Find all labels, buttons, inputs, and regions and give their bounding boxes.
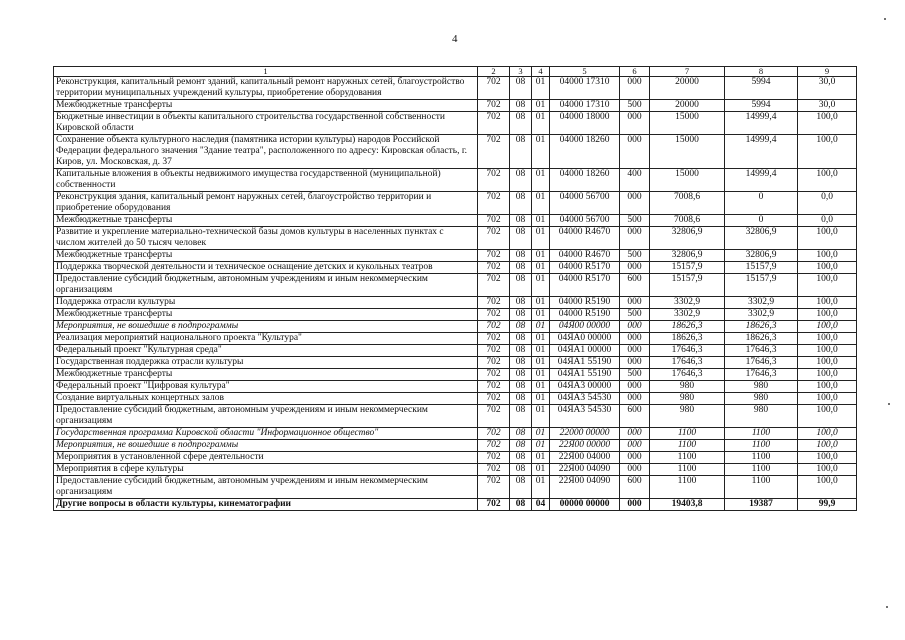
- expense-type-cell: 600: [620, 405, 650, 428]
- plan-cell: 20000: [650, 100, 725, 112]
- scan-speck: [884, 18, 886, 20]
- admin-code-cell: 702: [478, 476, 510, 499]
- subsection-cell: 01: [532, 262, 550, 274]
- admin-code-cell: 702: [478, 250, 510, 262]
- percent-cell: 100,0: [798, 135, 857, 169]
- plan-cell: 32806,9: [650, 227, 725, 250]
- admin-code-cell: 702: [478, 274, 510, 297]
- plan-cell: 15157,9: [650, 262, 725, 274]
- column-header: 1: [54, 67, 478, 77]
- plan-cell: 17646,3: [650, 345, 725, 357]
- subsection-cell: 01: [532, 345, 550, 357]
- subsection-cell: 01: [532, 297, 550, 309]
- row-name-cell: Предоставление субсидий бюджетным, автономным учреждениям и иным некоммерческим организациям: [54, 274, 478, 297]
- section-cell: 08: [510, 262, 532, 274]
- percent-cell: 100,0: [798, 112, 857, 135]
- actual-cell: 1100: [725, 476, 798, 499]
- target-article-cell: 04000 18000: [550, 112, 620, 135]
- admin-code-cell: 702: [478, 405, 510, 428]
- subsection-cell: 01: [532, 100, 550, 112]
- row-name-cell: Мероприятия в сфере культуры: [54, 464, 478, 476]
- target-article-cell: 04000 R5190: [550, 309, 620, 321]
- percent-cell: 100,0: [798, 309, 857, 321]
- row-name-cell: Межбюджетные трансферты: [54, 369, 478, 381]
- budget-table: [53, 66, 857, 511]
- plan-cell: 19403,8: [650, 499, 725, 511]
- section-cell: 08: [510, 250, 532, 262]
- table-row: [54, 169, 857, 192]
- target-article-cell: 04000 R5190: [550, 297, 620, 309]
- percent-cell: 100,0: [798, 369, 857, 381]
- admin-code-cell: 702: [478, 345, 510, 357]
- percent-cell: 0,0: [798, 192, 857, 215]
- percent-cell: 100,0: [798, 345, 857, 357]
- table-row: [54, 499, 857, 511]
- actual-cell: 17646,3: [725, 369, 798, 381]
- target-article-cell: 04000 56700: [550, 192, 620, 215]
- plan-cell: 15000: [650, 169, 725, 192]
- admin-code-cell: 702: [478, 192, 510, 215]
- plan-cell: 15000: [650, 112, 725, 135]
- actual-cell: 980: [725, 405, 798, 428]
- plan-cell: 15000: [650, 135, 725, 169]
- target-article-cell: 04ЯА0 00000: [550, 333, 620, 345]
- plan-cell: 980: [650, 393, 725, 405]
- table-row: [54, 321, 857, 333]
- subsection-cell: 01: [532, 192, 550, 215]
- column-header: 2: [478, 67, 510, 77]
- actual-cell: 32806,9: [725, 227, 798, 250]
- subsection-cell: 01: [532, 135, 550, 169]
- section-cell: 08: [510, 369, 532, 381]
- actual-cell: 1100: [725, 464, 798, 476]
- percent-cell: 100,0: [798, 357, 857, 369]
- subsection-cell: 01: [532, 464, 550, 476]
- actual-cell: 980: [725, 381, 798, 393]
- target-article-cell: 04ЯА3 54530: [550, 405, 620, 428]
- section-cell: 08: [510, 393, 532, 405]
- subsection-cell: 01: [532, 333, 550, 345]
- plan-cell: 32806,9: [650, 250, 725, 262]
- actual-cell: 0: [725, 215, 798, 227]
- subsection-cell: 01: [532, 169, 550, 192]
- target-article-cell: 04000 R4670: [550, 250, 620, 262]
- row-name-cell: Межбюджетные трансферты: [54, 100, 478, 112]
- row-name-cell: Развитие и укрепление материально-технической базы домов культуры в населенных пунктах с числом жителей до 50 тысяч человек: [54, 227, 478, 250]
- section-cell: 08: [510, 381, 532, 393]
- percent-cell: 30,0: [798, 77, 857, 100]
- target-article-cell: 04000 18260: [550, 169, 620, 192]
- column-header: 9: [798, 67, 857, 77]
- section-cell: 08: [510, 405, 532, 428]
- target-article-cell: 04000 17310: [550, 77, 620, 100]
- expense-type-cell: 400: [620, 169, 650, 192]
- actual-cell: 15157,9: [725, 262, 798, 274]
- row-name-cell: Мероприятия в установленной сфере деятельности: [54, 452, 478, 464]
- expense-type-cell: 000: [620, 321, 650, 333]
- expense-type-cell: 000: [620, 135, 650, 169]
- admin-code-cell: 702: [478, 112, 510, 135]
- target-article-cell: 04000 56700: [550, 215, 620, 227]
- percent-cell: 100,0: [798, 169, 857, 192]
- row-name-cell: Государственная поддержка отрасли культуры: [54, 357, 478, 369]
- table-row: [54, 345, 857, 357]
- target-article-cell: 22Я00 04000: [550, 452, 620, 464]
- expense-type-cell: 000: [620, 77, 650, 100]
- section-cell: 08: [510, 428, 532, 440]
- subsection-cell: 01: [532, 250, 550, 262]
- target-article-cell: 04000 R5170: [550, 262, 620, 274]
- subsection-cell: 01: [532, 381, 550, 393]
- table-row: [54, 227, 857, 250]
- actual-cell: 980: [725, 393, 798, 405]
- table-row: [54, 77, 857, 100]
- actual-cell: 14999,4: [725, 169, 798, 192]
- row-name-cell: Федеральный проект "Цифровая культура": [54, 381, 478, 393]
- admin-code-cell: 702: [478, 464, 510, 476]
- expense-type-cell: 000: [620, 440, 650, 452]
- percent-cell: 100,0: [798, 321, 857, 333]
- target-article-cell: 04ЯА3 54530: [550, 393, 620, 405]
- actual-cell: 3302,9: [725, 309, 798, 321]
- section-cell: 08: [510, 135, 532, 169]
- admin-code-cell: 702: [478, 100, 510, 112]
- actual-cell: 14999,4: [725, 112, 798, 135]
- percent-cell: 0,0: [798, 215, 857, 227]
- expense-type-cell: 000: [620, 393, 650, 405]
- actual-cell: 1100: [725, 452, 798, 464]
- plan-cell: 18626,3: [650, 333, 725, 345]
- row-name-cell: Другие вопросы в области культуры, кинематографии: [54, 499, 478, 511]
- actual-cell: 18626,3: [725, 321, 798, 333]
- expense-type-cell: 500: [620, 369, 650, 381]
- percent-cell: 100,0: [798, 262, 857, 274]
- actual-cell: 32806,9: [725, 250, 798, 262]
- scan-speck: [886, 606, 888, 608]
- section-cell: 08: [510, 100, 532, 112]
- plan-cell: 1100: [650, 452, 725, 464]
- subsection-cell: 01: [532, 321, 550, 333]
- target-article-cell: 04ЯА3 00000: [550, 381, 620, 393]
- table-row: [54, 452, 857, 464]
- table-row: [54, 274, 857, 297]
- expense-type-cell: 000: [620, 297, 650, 309]
- admin-code-cell: 702: [478, 309, 510, 321]
- expense-type-cell: 000: [620, 499, 650, 511]
- plan-cell: 1100: [650, 428, 725, 440]
- admin-code-cell: 702: [478, 169, 510, 192]
- percent-cell: 30,0: [798, 100, 857, 112]
- percent-cell: 100,0: [798, 381, 857, 393]
- section-cell: 08: [510, 476, 532, 499]
- section-cell: 08: [510, 357, 532, 369]
- target-article-cell: 22Я00 04090: [550, 464, 620, 476]
- actual-cell: 5994: [725, 77, 798, 100]
- row-name-cell: Межбюджетные трансферты: [54, 215, 478, 227]
- actual-cell: 1100: [725, 428, 798, 440]
- column-header: 8: [725, 67, 798, 77]
- table-row: [54, 333, 857, 345]
- table-row: [54, 381, 857, 393]
- table-row: [54, 112, 857, 135]
- row-name-cell: Капитальные вложения в объекты недвижимого имущества государственной (муниципальной) собственности: [54, 169, 478, 192]
- actual-cell: 15157,9: [725, 274, 798, 297]
- table-row: [54, 297, 857, 309]
- section-cell: 08: [510, 112, 532, 135]
- plan-cell: 15157,9: [650, 274, 725, 297]
- target-article-cell: 04000 R4670: [550, 227, 620, 250]
- percent-cell: 100,0: [798, 274, 857, 297]
- plan-cell: 1100: [650, 440, 725, 452]
- section-cell: 08: [510, 321, 532, 333]
- admin-code-cell: 702: [478, 381, 510, 393]
- column-header: 4: [532, 67, 550, 77]
- table-row: [54, 262, 857, 274]
- table-row: [54, 428, 857, 440]
- subsection-cell: 01: [532, 452, 550, 464]
- actual-cell: 14999,4: [725, 135, 798, 169]
- expense-type-cell: 500: [620, 215, 650, 227]
- expense-type-cell: 000: [620, 112, 650, 135]
- expense-type-cell: 000: [620, 192, 650, 215]
- row-name-cell: Сохранение объекта культурного наследия (памятника истории культуры) народов Российской Федерации федерального значения "Здание театра", расположенного по адресу: Кировская область, г. Киров, ул. Московская, д. 37: [54, 135, 478, 169]
- expense-type-cell: 000: [620, 381, 650, 393]
- percent-cell: 100,0: [798, 405, 857, 428]
- row-name-cell: Предоставление субсидий бюджетным, автономным учреждениям и иным некоммерческим организациям: [54, 476, 478, 499]
- section-cell: 08: [510, 215, 532, 227]
- section-cell: 08: [510, 345, 532, 357]
- percent-cell: 100,0: [798, 297, 857, 309]
- row-name-cell: Мероприятия, не вошедшие в подпрограммы: [54, 440, 478, 452]
- subsection-cell: 01: [532, 405, 550, 428]
- actual-cell: 5994: [725, 100, 798, 112]
- row-name-cell: Реконструкция, капитальный ремонт зданий, капитальный ремонт наружных сетей, благоустройство территории муниципальных учреждений культуры, приобретение оборудования: [54, 77, 478, 100]
- admin-code-cell: 702: [478, 357, 510, 369]
- plan-cell: 7008,6: [650, 192, 725, 215]
- actual-cell: 17646,3: [725, 345, 798, 357]
- actual-cell: 18626,3: [725, 333, 798, 345]
- subsection-cell: 01: [532, 274, 550, 297]
- table-row: [54, 100, 857, 112]
- scan-speck: [888, 403, 890, 405]
- column-header: 7: [650, 67, 725, 77]
- target-article-cell: 22Я00 00000: [550, 440, 620, 452]
- target-article-cell: 04ЯА1 55190: [550, 357, 620, 369]
- subsection-cell: 01: [532, 215, 550, 227]
- row-name-cell: Предоставление субсидий бюджетным, автономным учреждениям и иным некоммерческим организациям: [54, 405, 478, 428]
- plan-cell: 7008,6: [650, 215, 725, 227]
- admin-code-cell: 702: [478, 262, 510, 274]
- subsection-cell: 01: [532, 428, 550, 440]
- admin-code-cell: 702: [478, 393, 510, 405]
- table-row: [54, 357, 857, 369]
- expense-type-cell: 000: [620, 227, 650, 250]
- admin-code-cell: 702: [478, 440, 510, 452]
- subsection-cell: 01: [532, 369, 550, 381]
- admin-code-cell: 702: [478, 77, 510, 100]
- row-name-cell: Федеральный проект "Культурная среда": [54, 345, 478, 357]
- admin-code-cell: 702: [478, 297, 510, 309]
- percent-cell: 100,0: [798, 476, 857, 499]
- actual-cell: 3302,9: [725, 297, 798, 309]
- admin-code-cell: 702: [478, 321, 510, 333]
- actual-cell: 17646,3: [725, 357, 798, 369]
- row-name-cell: Государственная программа Кировской области "Информационное общество": [54, 428, 478, 440]
- section-cell: 08: [510, 77, 532, 100]
- target-article-cell: 04000 17310: [550, 100, 620, 112]
- column-header: 5: [550, 67, 620, 77]
- actual-cell: 0: [725, 192, 798, 215]
- section-cell: 08: [510, 169, 532, 192]
- admin-code-cell: 702: [478, 135, 510, 169]
- section-cell: 08: [510, 452, 532, 464]
- expense-type-cell: 500: [620, 309, 650, 321]
- table-row: [54, 464, 857, 476]
- section-cell: 08: [510, 274, 532, 297]
- plan-cell: 17646,3: [650, 369, 725, 381]
- subsection-cell: 01: [532, 476, 550, 499]
- percent-cell: 100,0: [798, 464, 857, 476]
- percent-cell: 100,0: [798, 333, 857, 345]
- expense-type-cell: 000: [620, 262, 650, 274]
- table-row: [54, 309, 857, 321]
- row-name-cell: Поддержка отрасли культуры: [54, 297, 478, 309]
- actual-cell: 1100: [725, 440, 798, 452]
- plan-cell: 1100: [650, 476, 725, 499]
- admin-code-cell: 702: [478, 227, 510, 250]
- row-name-cell: Реконструкция здания, капитальный ремонт наружных сетей, благоустройство территории и приобретение оборудования: [54, 192, 478, 215]
- subsection-cell: 01: [532, 77, 550, 100]
- plan-cell: 17646,3: [650, 357, 725, 369]
- expense-type-cell: 000: [620, 345, 650, 357]
- expense-type-cell: 000: [620, 357, 650, 369]
- table-body: [54, 77, 857, 511]
- row-name-cell: Реализация мероприятий национального проекта "Культура": [54, 333, 478, 345]
- table-row: [54, 476, 857, 499]
- row-name-cell: Поддержка творческой деятельности и техническое оснащение детских и кукольных театров: [54, 262, 478, 274]
- plan-cell: 980: [650, 405, 725, 428]
- actual-cell: 19387: [725, 499, 798, 511]
- subsection-cell: 04: [532, 499, 550, 511]
- table-row: [54, 192, 857, 215]
- expense-type-cell: 000: [620, 452, 650, 464]
- table-row: [54, 405, 857, 428]
- table-row: [54, 135, 857, 169]
- admin-code-cell: 702: [478, 428, 510, 440]
- row-name-cell: Создание виртуальных концертных залов: [54, 393, 478, 405]
- expense-type-cell: 500: [620, 250, 650, 262]
- expense-type-cell: 500: [620, 100, 650, 112]
- percent-cell: 100,0: [798, 393, 857, 405]
- section-cell: 08: [510, 499, 532, 511]
- section-cell: 08: [510, 333, 532, 345]
- admin-code-cell: 702: [478, 369, 510, 381]
- table-row: [54, 440, 857, 452]
- section-cell: 08: [510, 309, 532, 321]
- target-article-cell: 04000 R5170: [550, 274, 620, 297]
- section-cell: 08: [510, 192, 532, 215]
- expense-type-cell: 600: [620, 476, 650, 499]
- section-cell: 08: [510, 297, 532, 309]
- expense-type-cell: 000: [620, 333, 650, 345]
- section-cell: 08: [510, 440, 532, 452]
- plan-cell: 3302,9: [650, 309, 725, 321]
- target-article-cell: 00000 00000: [550, 499, 620, 511]
- subsection-cell: 01: [532, 112, 550, 135]
- table-header-row: [54, 67, 857, 77]
- row-name-cell: Межбюджетные трансферты: [54, 250, 478, 262]
- table-row: [54, 393, 857, 405]
- plan-cell: 1100: [650, 464, 725, 476]
- expense-type-cell: 600: [620, 274, 650, 297]
- expense-type-cell: 000: [620, 464, 650, 476]
- subsection-cell: 01: [532, 227, 550, 250]
- row-name-cell: Бюджетные инвестиции в объекты капитального строительства государственной собственности Кировской области: [54, 112, 478, 135]
- plan-cell: 3302,9: [650, 297, 725, 309]
- row-name-cell: Межбюджетные трансферты: [54, 309, 478, 321]
- table-row: [54, 250, 857, 262]
- expense-type-cell: 000: [620, 428, 650, 440]
- subsection-cell: 01: [532, 393, 550, 405]
- plan-cell: 18626,3: [650, 321, 725, 333]
- admin-code-cell: 702: [478, 452, 510, 464]
- plan-cell: 980: [650, 381, 725, 393]
- table-row: [54, 369, 857, 381]
- percent-cell: 100,0: [798, 452, 857, 464]
- plan-cell: 20000: [650, 77, 725, 100]
- admin-code-cell: 702: [478, 215, 510, 227]
- table-row: [54, 215, 857, 227]
- percent-cell: 100,0: [798, 227, 857, 250]
- subsection-cell: 01: [532, 440, 550, 452]
- percent-cell: 99,9: [798, 499, 857, 511]
- column-header: 3: [510, 67, 532, 77]
- section-cell: 08: [510, 464, 532, 476]
- page-number: 4: [452, 33, 458, 45]
- target-article-cell: 04ЯА1 00000: [550, 345, 620, 357]
- percent-cell: 100,0: [798, 428, 857, 440]
- section-cell: 08: [510, 227, 532, 250]
- target-article-cell: 04Я00 00000: [550, 321, 620, 333]
- target-article-cell: 22000 00000: [550, 428, 620, 440]
- subsection-cell: 01: [532, 309, 550, 321]
- subsection-cell: 01: [532, 357, 550, 369]
- target-article-cell: 22Я00 04090: [550, 476, 620, 499]
- percent-cell: 100,0: [798, 250, 857, 262]
- admin-code-cell: 702: [478, 333, 510, 345]
- column-header: 6: [620, 67, 650, 77]
- target-article-cell: 04ЯА1 55190: [550, 369, 620, 381]
- percent-cell: 100,0: [798, 440, 857, 452]
- row-name-cell: Мероприятия, не вошедшие в подпрограммы: [54, 321, 478, 333]
- admin-code-cell: 702: [478, 499, 510, 511]
- target-article-cell: 04000 18260: [550, 135, 620, 169]
